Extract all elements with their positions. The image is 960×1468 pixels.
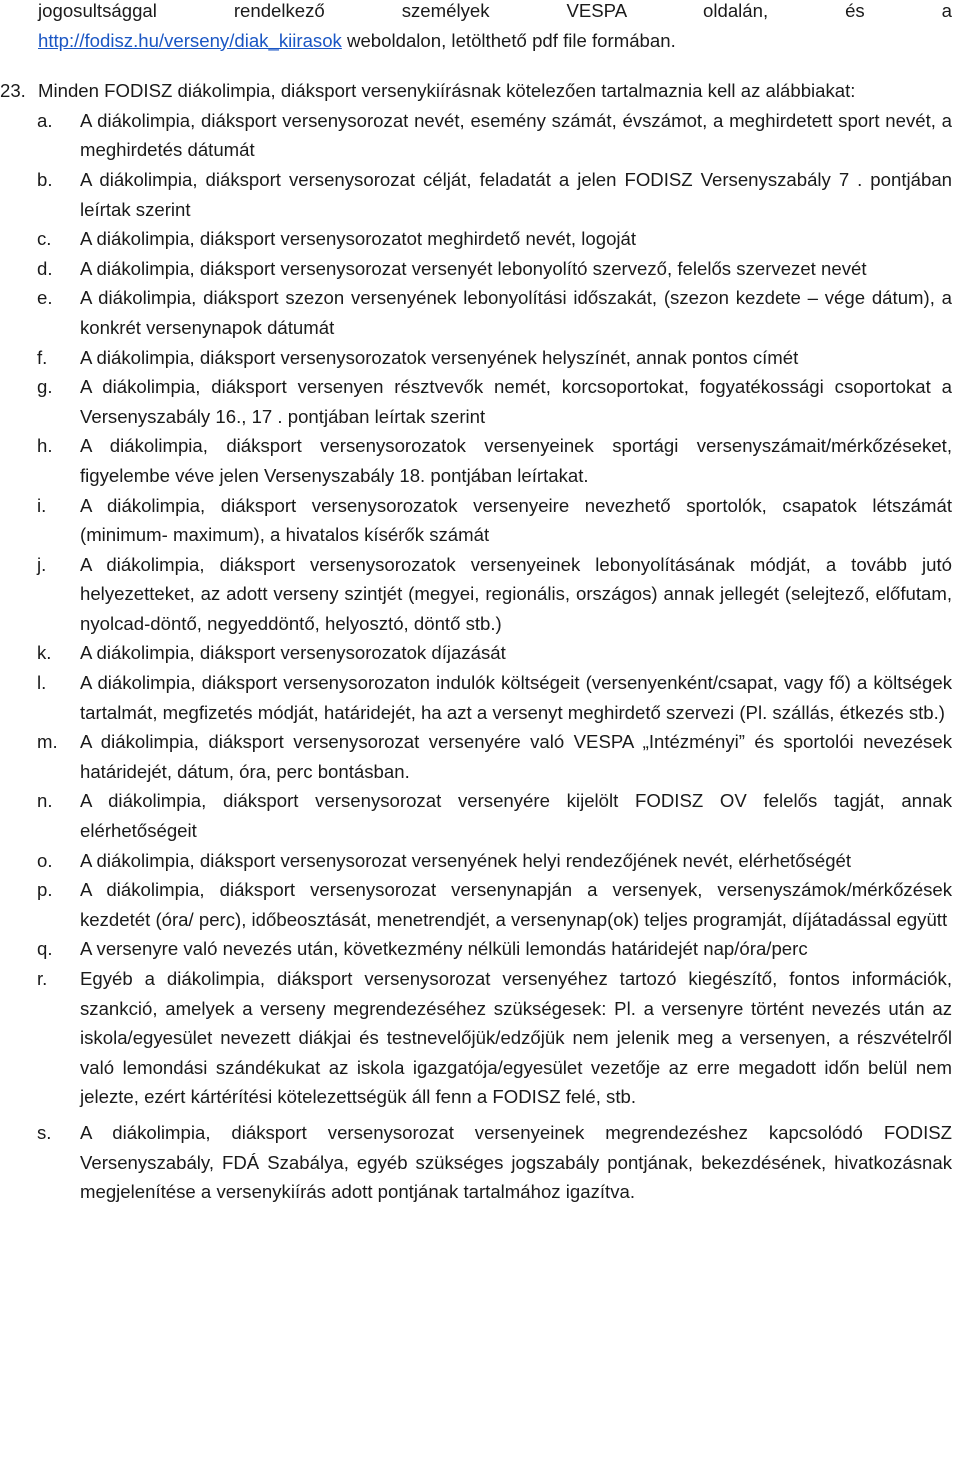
- item-letter: q.: [37, 938, 53, 960]
- list-item: [37, 668, 952, 727]
- list-item: [37, 964, 952, 1112]
- list-item: [37, 786, 952, 845]
- list-item: [37, 254, 952, 284]
- item-text: A diákolimpia, diáksport versenysorozatok versenyének helyszínét, annak pontos címét: [80, 346, 799, 368]
- section-23: [0, 76, 952, 106]
- list-item: [37, 224, 952, 254]
- item-letter: o.: [37, 849, 53, 871]
- intro-line-2-rest: weboldalon, letölthető pdf file formában.: [341, 29, 676, 51]
- item-text: A diákolimpia, diáksport versenysorozat versenyét lebonyolító szervező, felelős szervezet nevét: [80, 257, 867, 279]
- item-letter: a.: [37, 109, 53, 131]
- item-letter: s.: [37, 1121, 52, 1143]
- item-letter: n.: [37, 790, 53, 812]
- item-letter: i.: [37, 494, 47, 516]
- item-text: A diákolimpia, diáksport versenysorozat versenyének helyi rendezőjének nevét, elérhetőségét: [80, 849, 852, 871]
- list-item: [37, 727, 952, 786]
- item-letter: r.: [37, 968, 48, 989]
- item-letter: m.: [37, 731, 58, 753]
- list-item: [37, 875, 952, 934]
- item-text: A diákolimpia, diáksport versenysorozat versenyére való VESPA „Intézményi” és sportolói nevezések határidejét, dátum, óra, perc bontásban.: [80, 731, 952, 782]
- item-text: A diákolimpia, diáksport versenysorozat versenynapján a versenyek, versenyszámok/mérkőzések kezdetét (óra/ perc), időbeosztását, menetrendjét, a versenynap(ok) teljes programját, díjátadással együtt: [80, 879, 952, 930]
- item-text: A diákolimpia, diáksport versenysorozat versenyére kijelölt FODISZ OV felelős tagját, annak elérhetőségeit: [80, 790, 952, 842]
- item-text: A diákolimpia, diáksport versenysorozatot meghirdető nevét, logoját: [80, 228, 637, 250]
- requirements-list: [38, 106, 952, 1207]
- section-number: 23.: [0, 80, 26, 102]
- item-letter: k.: [37, 642, 52, 664]
- list-item: [37, 372, 952, 431]
- item-text: A diákolimpia, diáksport versenysorozat versenyeinek megrendezéshez kapcsolódó FODISZ Versenyszabály, FDÁ Szabálya, egyéb szükséges jogszabály pontjának, bekezdésének, hivatkozásnak megjelenítése a versenykiírás adott pontjának tartalmához igazítva.: [80, 1121, 952, 1203]
- kiirasok-link[interactable]: http://fodisz.hu/verseny/diak_kiirasok: [38, 29, 342, 51]
- list-item: [37, 846, 952, 876]
- list-item: [37, 1118, 952, 1207]
- item-letter: d.: [37, 257, 53, 279]
- list-item: [37, 283, 952, 342]
- list-item: [37, 550, 952, 639]
- list-item: [37, 343, 952, 373]
- item-text: A diákolimpia, diáksport versenysorozatok díjazását: [80, 642, 506, 664]
- item-letter: p.: [37, 879, 53, 901]
- list-item: [37, 638, 952, 668]
- item-letter: c.: [37, 228, 52, 250]
- item-text: Egyéb a diákolimpia, diáksport versenysorozat versenyéhez tartozó kiegészítő, fontos információk, szankció, amelyek a verseny megrendezéséhez szükségesek: Pl. a versenyre történt nevezés után az iskola/egyesület nevezett diákjai és testnevelőjük/edzőjük nem jelenik meg a versenyen, a részvételről való lemondási szándékukat az iskola igazgatója/egyesület vezetője az erre megadott időn belül nem jelezte, ezért kártérítési kötelezettségük áll fenn a FODISZ felé, stb.: [80, 968, 952, 1108]
- intro-line-1: jogosultsággal rendelkező személyek VESPA oldalán, és a: [38, 0, 952, 21]
- item-letter: l.: [37, 672, 47, 694]
- item-letter: e.: [37, 287, 53, 309]
- item-letter: j.: [37, 553, 47, 575]
- list-item: [37, 106, 952, 165]
- item-text: A diákolimpia, diáksport versenysorozat célját, feladatát a jelen FODISZ Versenyszabály 7 . pontjában leírtak szerint: [80, 168, 952, 220]
- item-letter: f.: [37, 346, 48, 368]
- list-item: [37, 165, 952, 224]
- item-text: A diákolimpia, diáksport szezon versenyének lebonyolítási időszakát, (szezon kezdete – vége dátum), a konkrét versenynapok dátumát: [80, 287, 952, 338]
- list-item: [37, 431, 952, 490]
- intro-paragraph: [38, 0, 952, 55]
- item-text: A diákolimpia, diáksport versenyen résztvevők nemét, korcsoportokat, fogyatékossági csoportokat a Versenyszabály 16., 17 . pontjában leírtak szerint: [80, 376, 952, 427]
- list-item: [37, 491, 952, 550]
- item-text: A diákolimpia, diáksport versenysorozatok versenyeinek lebonyolításának módját, a tovább jutó helyezetteket, az adott verseny szintjét (megyei, regionális, országos) annak jellegét (selejtező, előfutam, nyolcad-döntő, negyeddöntő, helyosztó, döntő stb.): [80, 553, 952, 634]
- item-text: A diákolimpia, diáksport versenysorozat nevét, esemény számát, évszámot, a meghirdetett sport nevét, a meghirdetés dátumát: [80, 109, 952, 161]
- item-text: A diákolimpia, diáksport versenysorozaton indulók költségeit (versenyenként/csapat, vagy fő) a költségek tartalmát, megfizetés módját, határidejét, ha azt a versenyt meghirdető szervezi (Pl. szállás, étkezés stb.): [80, 672, 952, 723]
- item-letter: b.: [37, 168, 53, 190]
- item-text: A versenyre való nevezés után, következmény nélküli lemondás határidejét nap/óra/perc: [80, 938, 808, 960]
- item-letter: g.: [37, 376, 53, 398]
- item-letter: h.: [37, 435, 53, 457]
- list-item: [37, 934, 952, 964]
- item-text: A diákolimpia, diáksport versenysorozatok versenyeire nevezhető sportolók, csapatok létszámát (minimum- maximum), a hivatalos kísérők számát: [80, 494, 952, 546]
- section-text: Minden FODISZ diákolimpia, diáksport versenykiírásnak kötelezően tartalmaznia kell az alábbiakat:: [38, 80, 856, 102]
- item-text: A diákolimpia, diáksport versenysorozatok versenyeinek sportági versenyszámait/mérkőzéseket, figyelembe véve jelen Versenyszabály 18. pontjában leírtakat.: [80, 435, 952, 486]
